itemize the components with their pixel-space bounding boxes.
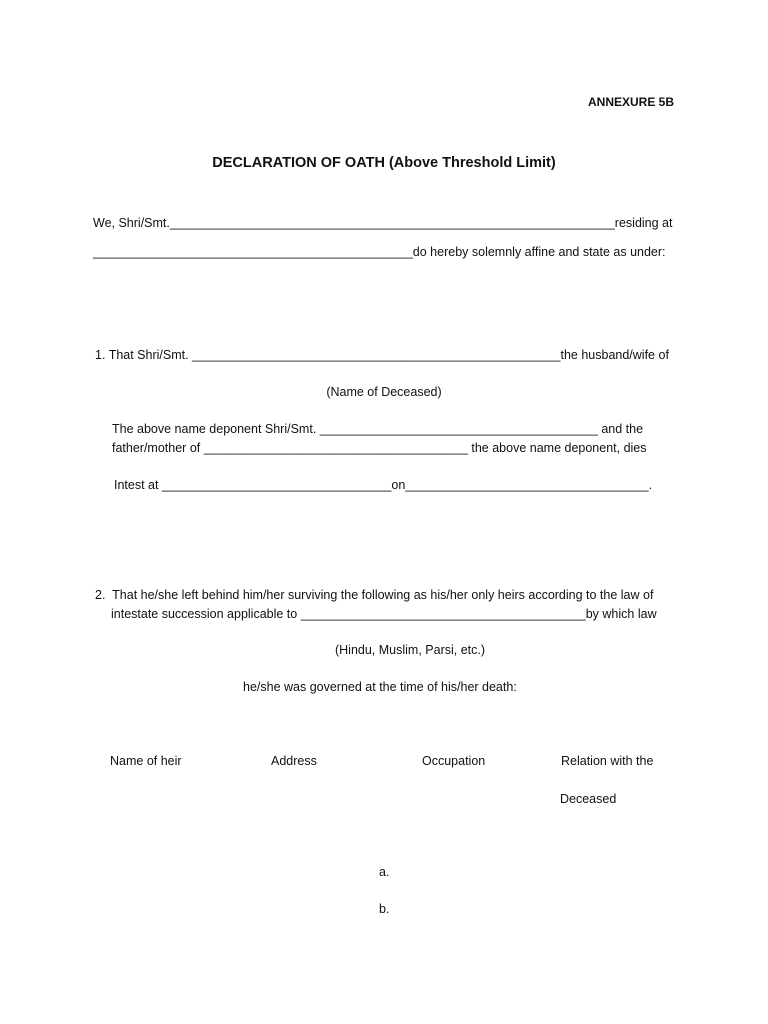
- deceased-caption: (Name of Deceased): [326, 385, 442, 399]
- intro-we-label: We, Shri/Smt.: [93, 216, 170, 230]
- husband-wife-label: the husband/wife of: [560, 348, 669, 362]
- col-header-address: Address: [271, 754, 317, 768]
- name-blank[interactable]: ________________________________________________________________: [169, 216, 615, 230]
- father-mother-blank[interactable]: ______________________________________: [203, 441, 468, 455]
- religion-caption: (Hindu, Muslim, Parsi, etc.): [334, 643, 486, 657]
- period: .: [648, 478, 653, 492]
- law-blank[interactable]: _________________________________________: [300, 607, 586, 621]
- para1-line-2: [112, 423, 643, 436]
- para1-number: 1.: [95, 348, 106, 362]
- para2-number: 2.: [95, 588, 106, 602]
- dies-label: the above name deponent, dies: [467, 441, 647, 455]
- para2-line-2: [111, 608, 657, 621]
- col-header-occupation: Occupation: [422, 754, 486, 768]
- date-blank[interactable]: ___________________________________: [405, 478, 649, 492]
- document-title: DECLARATION OF OATH (Above Threshold Limit): [212, 155, 556, 171]
- affirm-label: do hereby solemnly affine and state as under:: [412, 245, 666, 259]
- col-header-name: Name of heir: [110, 754, 182, 768]
- deponent-label: The above name deponent Shri/Smt.: [112, 422, 320, 436]
- deponent-name-blank[interactable]: _____________________________________________________: [192, 348, 561, 362]
- heir-row-a: a.: [379, 865, 390, 879]
- by-which-law-label: by which law: [585, 607, 657, 621]
- annexure-label: ANNEXURE 5B: [587, 95, 674, 109]
- intest-label: Intest at: [114, 478, 162, 492]
- para2-line-1: [95, 589, 653, 602]
- para1-line-4: [114, 479, 652, 492]
- intro-line-2: [93, 246, 666, 259]
- succession-label: intestate succession applicable to: [111, 607, 301, 621]
- place-blank[interactable]: _________________________________: [161, 478, 392, 492]
- para1-line-3: [112, 442, 647, 455]
- para2-text: That he/she left behind him/her surviving the following as his/her only heirs according to the law of: [112, 588, 654, 602]
- address-blank[interactable]: ______________________________________________: [93, 245, 413, 259]
- father-mother-label: father/mother of: [112, 441, 204, 455]
- governed-text: he/she was governed at the time of his/her death:: [243, 680, 517, 694]
- para1-line-1: [95, 349, 669, 362]
- on-label: on: [391, 478, 406, 492]
- heir-row-b: b.: [379, 902, 390, 916]
- col-header-relation: Relation with the: [561, 754, 654, 768]
- para1-that-label: That Shri/Smt.: [108, 348, 193, 362]
- and-the-label: and the: [597, 422, 644, 436]
- col-header-relation-line2: Deceased: [560, 792, 617, 806]
- intro-line-1: [93, 217, 672, 230]
- deponent-blank[interactable]: ________________________________________: [319, 422, 598, 436]
- residing-label: residing at: [614, 216, 673, 230]
